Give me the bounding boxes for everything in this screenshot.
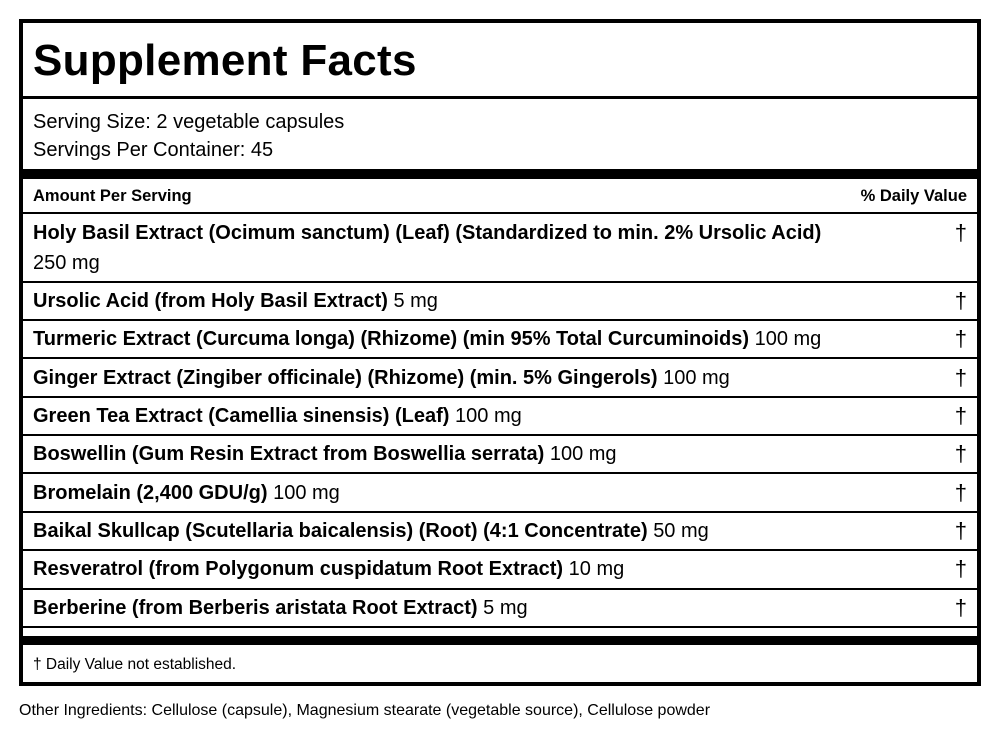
ingredient-row xyxy=(33,363,967,393)
thick-divider xyxy=(23,636,977,645)
supplement-facts-panel xyxy=(19,19,981,686)
daily-value-dagger: † xyxy=(954,441,967,466)
divider xyxy=(23,357,977,359)
daily-value-dagger: † xyxy=(954,403,967,428)
servings-per-container: Servings Per Container: 45 xyxy=(33,139,274,161)
ingredient-name: Berberine (from Berberis aristata Root Extract) xyxy=(33,597,478,619)
ingredient-name: Turmeric Extract (Curcuma longa) (Rhizome) (min 95% Total Curcuminoids) xyxy=(33,328,750,350)
ingredient-amount: 100 mg xyxy=(754,328,822,350)
daily-value-dagger: † xyxy=(954,365,967,390)
divider xyxy=(23,212,977,214)
ingredient-name: Resveratrol (from Polygonum cuspidatum Root Extract) xyxy=(33,558,564,580)
serving-info xyxy=(33,108,344,164)
ingredient-amount: 100 mg xyxy=(663,367,730,389)
ingredient-amount: 5 mg xyxy=(393,290,438,312)
ingredient-row xyxy=(33,516,967,546)
other-ingredients: Other Ingredients: Cellulose (capsule), Magnesium stearate (vegetable source), Cellulose powder xyxy=(19,702,711,719)
ingredient-row xyxy=(33,286,967,316)
ingredient-amount: 50 mg xyxy=(653,520,709,542)
daily-value-dagger: † xyxy=(954,288,967,313)
column-header xyxy=(33,186,967,206)
daily-value-dagger: † xyxy=(954,518,967,543)
divider xyxy=(23,472,977,474)
ingredient-name: Baikal Skullcap (Scutellaria baicalensis) (Root) (4:1 Concentrate) xyxy=(33,520,648,542)
divider xyxy=(23,626,977,628)
ingredient-amount: 5 mg xyxy=(483,597,528,619)
daily-value-label: % Daily Value xyxy=(860,187,967,205)
ingredient-row xyxy=(33,593,967,623)
divider xyxy=(23,434,977,436)
divider xyxy=(23,281,977,283)
divider xyxy=(23,588,977,590)
ingredient-row xyxy=(33,324,967,354)
daily-value-dagger: † xyxy=(954,220,967,245)
ingredient-row xyxy=(33,439,967,469)
ingredient-name: Ginger Extract (Zingiber officinale) (Rhizome) (min. 5% Gingerols) xyxy=(33,367,658,389)
divider xyxy=(23,511,977,513)
ingredient-name: Ursolic Acid (from Holy Basil Extract) xyxy=(33,290,388,312)
panel-title: Supplement Facts xyxy=(33,36,417,85)
ingredient-amount: 100 mg xyxy=(455,405,522,427)
ingredient-row xyxy=(33,478,967,508)
ingredient-row xyxy=(33,554,967,584)
divider xyxy=(23,96,977,99)
ingredient-amount: 10 mg xyxy=(568,558,625,580)
thick-divider xyxy=(23,169,977,179)
daily-value-dagger: † xyxy=(954,595,967,620)
ingredient-name: Bromelain (2,400 GDU/g) xyxy=(33,482,268,504)
divider xyxy=(23,549,977,551)
daily-value-dagger: † xyxy=(954,556,967,581)
ingredient-name: Holy Basil Extract (Ocimum sanctum) (Leaf) (Standardized to min. 2% Ursolic Acid) xyxy=(33,222,822,244)
daily-value-dagger: † xyxy=(954,326,967,351)
daily-value-dagger: † xyxy=(954,480,967,505)
ingredient-row xyxy=(33,401,967,431)
footnote: † Daily Value not established. xyxy=(33,656,237,673)
ingredient-row xyxy=(33,218,967,278)
ingredient-name: Green Tea Extract (Camellia sinensis) (Leaf) xyxy=(33,405,450,427)
amount-per-serving-label: Amount Per Serving xyxy=(33,187,192,205)
ingredient-amount: 100 mg xyxy=(273,482,340,504)
divider xyxy=(23,396,977,398)
ingredient-amount: 250 mg xyxy=(33,252,100,274)
ingredient-name: Boswellin (Gum Resin Extract from Boswellia serrata) xyxy=(33,443,545,465)
divider xyxy=(23,319,977,321)
serving-size: Serving Size: 2 vegetable capsules xyxy=(33,111,345,133)
ingredient-amount: 100 mg xyxy=(549,443,617,465)
